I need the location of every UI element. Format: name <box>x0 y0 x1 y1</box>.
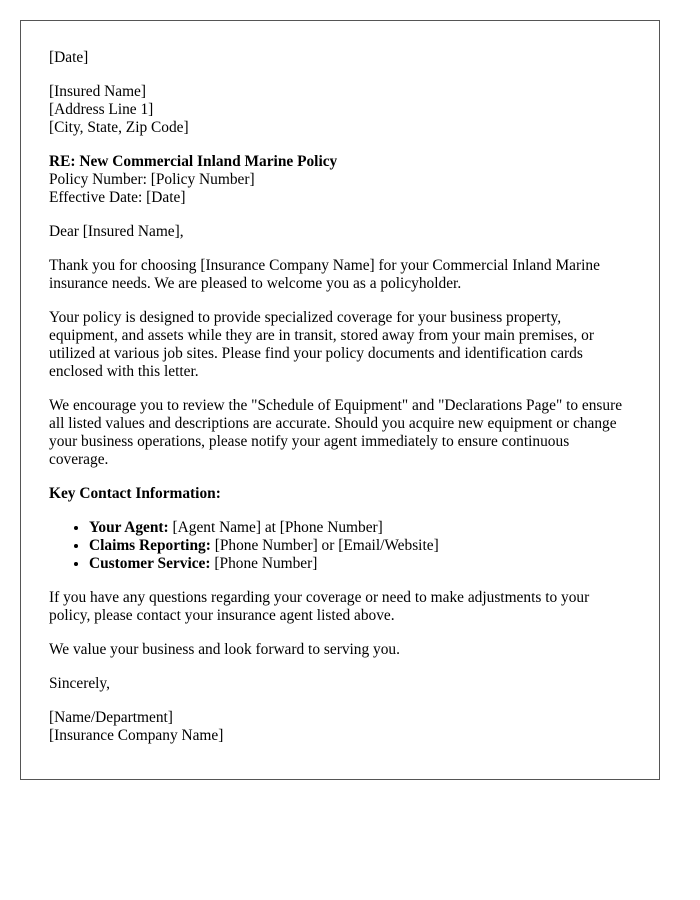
contact-value: [Phone Number] <box>210 555 318 572</box>
signature-name-department: [Name/Department] <box>49 709 173 726</box>
contact-label: Your Agent: <box>89 519 169 536</box>
policy-number: Policy Number: [Policy Number] <box>49 171 255 188</box>
letter-date: [Date] <box>49 49 89 66</box>
paragraph-review: We encourage you to review the "Schedule of Equipment" and "Declarations Page" to ensure all listed values and descriptions are accurate. Should you acquire new equipment or change your business operations, please notify your agent immediately to ensure continuous coverage. <box>49 397 623 468</box>
sign-off: Sincerely, <box>49 675 110 692</box>
recipient-address <box>49 83 631 137</box>
contacts-list <box>49 519 631 573</box>
letter-page <box>20 20 660 780</box>
contact-value: [Phone Number] or [Email/Website] <box>210 537 439 554</box>
contact-value: [Agent Name] at [Phone Number] <box>168 519 383 536</box>
recipient-address-line-1: [Address Line 1] <box>49 101 154 118</box>
signature-block <box>49 709 631 745</box>
re-subject: RE: New Commercial Inland Marine Policy <box>49 153 338 170</box>
paragraph-questions: If you have any questions regarding your coverage or need to make adjustments to your policy, please contact your insurance agent listed above. <box>49 589 590 624</box>
date-block <box>49 49 631 67</box>
paragraph-coverage: Your policy is designed to provide specialized coverage for your business property, equipment, and assets while they are in transit, stored away from your main premises, or utilized at various job sites. Please find your policy documents and identification cards enclosed with this letter. <box>49 309 594 380</box>
contacts-heading: Key Contact Information: <box>49 485 221 502</box>
recipient-city-state-zip: [City, State, Zip Code] <box>49 119 189 136</box>
recipient-name: [Insured Name] <box>49 83 147 100</box>
paragraph-value: We value your business and look forward to serving you. <box>49 641 400 658</box>
signature-company: [Insurance Company Name] <box>49 727 224 744</box>
contact-item-claims <box>89 537 631 555</box>
contact-item-agent <box>89 519 631 537</box>
contact-item-customer-service <box>89 555 631 573</box>
re-block <box>49 153 631 207</box>
paragraph-welcome: Thank you for choosing [Insurance Company Name] for your Commercial Inland Marine insurance needs. We are pleased to welcome you as a policyholder. <box>49 257 600 292</box>
contact-label: Claims Reporting: <box>89 537 211 554</box>
effective-date: Effective Date: [Date] <box>49 189 186 206</box>
contact-label: Customer Service: <box>89 555 211 572</box>
salutation: Dear [Insured Name], <box>49 223 184 240</box>
